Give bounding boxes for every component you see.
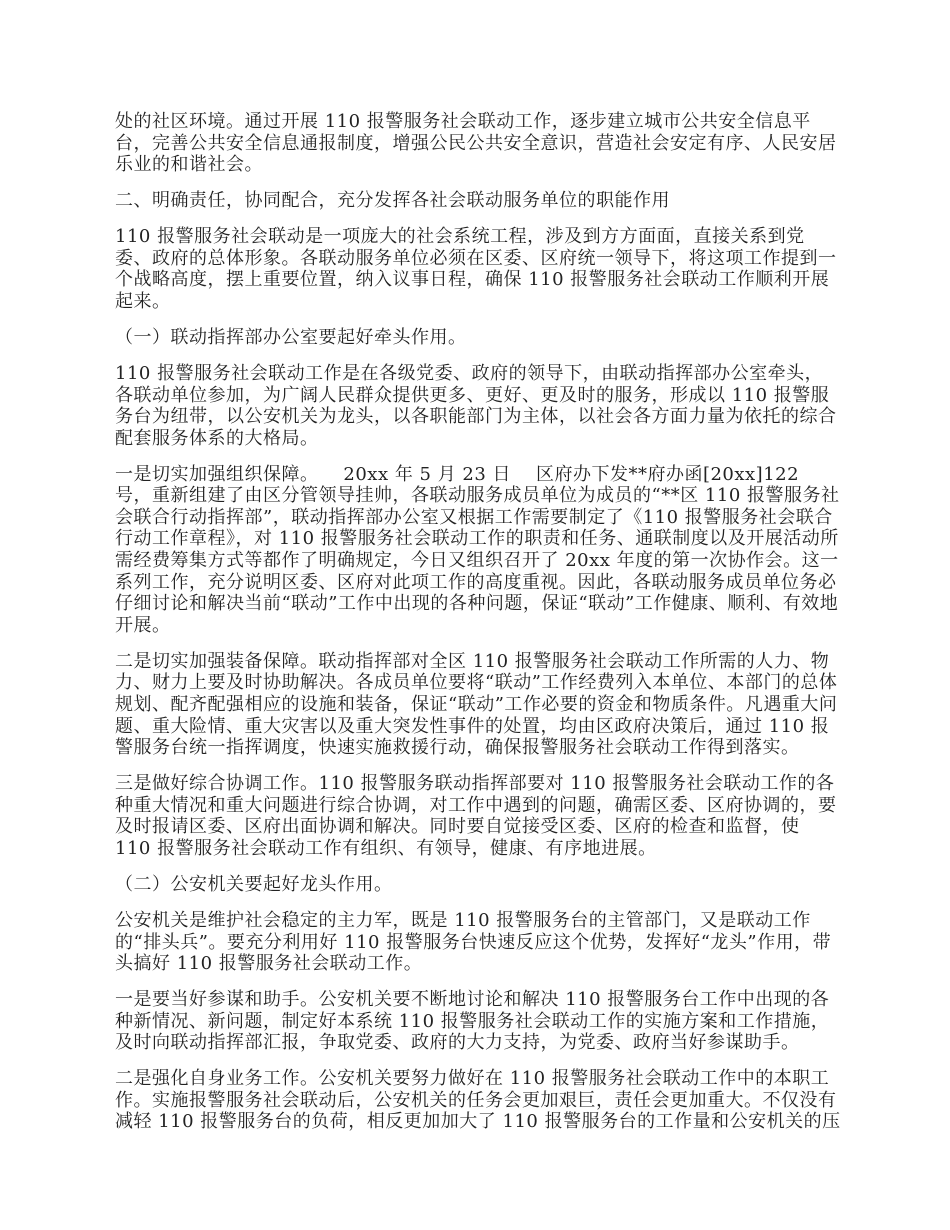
body-paragraph: 110 报警服务社会联动是一项庞大的社会系统工程，涉及到方方面面，直接关系到党委、政府的总体形象。各联动服务单位必须在区委、区府统一领导下，将这项工作提到一个战略高度，摆上重要位置，纳入议事日程，确保 110 报警服务社会联动工作顺利开展起来。	[115, 226, 837, 312]
section-heading: 二、明确责任，协同配合，充分发挥各社会联动服务单位的职能作用	[115, 190, 670, 212]
body-paragraph: 二是强化自身业务工作。公安机关要努力做好在 110 报警服务社会联动工作中的本职工作。实施报警服务社会联动后，公安机关的任务会更加艰巨，责任会更加重大。不仅没有减轻 110 报警服务台的负荷，相反更加加大了 110 报警服务台的工作量和公安机关的压	[115, 1068, 841, 1133]
subsection-heading: （一）联动指挥部办公室要起好牵头作用。	[115, 326, 467, 348]
document-page	[115, 111, 841, 1147]
subsection-heading: （二）公安机关要起好龙头作用。	[115, 873, 393, 895]
body-paragraph: 二是切实加强装备保障。联动指挥部对全区 110 报警服务社会联动工作所需的人力、物力、财力上要及时协助解决。各成员单位要将“联动”工作经费列入本单位、本部门的总体规划、配齐配强相应的设施和装备，保证“联动”工作必要的资金和物质条件。凡遇重大问题、重大险情、重大灾害以及重大突发性事件的处置，均由区政府决策后，通过 110 报警服务台统一指挥调度，快速实施救援行动，确保报警服务社会联动工作得到落实。	[115, 650, 838, 759]
body-paragraph: 一是要当好参谋和助手。公安机关要不断地讨论和解决 110 报警服务台工作中出现的各种新情况、新问题，制定好本系统 110 报警服务社会联动工作的实施方案和工作措施，及时向联动指挥部汇报，争取党委、政府的大力支持，为党委、政府当好参谋助手。	[115, 989, 830, 1054]
body-paragraph: 110 报警服务社会联动工作是在各级党委、政府的领导下，由联动指挥部办公室牵头，各联动单位参加，为广阔人民群众提供更多、更好、更及时的服务，形成以 110 报警服务台为纽带，以公安机关为龙头，以各职能部门为主体，以社会各方面力量为依托的综合配套服务体系的大格局。	[115, 362, 837, 449]
body-paragraph: 公安机关是维护社会稳定的主力军，既是 110 报警服务台的主管部门，又是联动工作的“排头兵”。要充分利用好 110 报警服务台快速反应这个优势，发挥好“龙头”作用，带头搞好 110 报警服务社会联动工作。	[115, 909, 832, 975]
body-paragraph: 一是切实加强组织保障。 20xx 年 5 月 23 日 区府办下发**府办函[20xx]122 号，重新组建了由区分管领导挂帅，各联动服务成员单位为成员的“**区 110 报警服务社会联合行动指挥部”，联动指挥部办公室又根据工作需要制定了《110 报警服务社会联合行动工作章程》，对 110 报警服务社会联动工作的职责和任务、通联制度以及开展活动所需经费筹集方式等都作了明确规定，今日又组织召开了 20xx 年度的第一次协作会。这一系列工作，充分说明区委、区府对此项工作的高度重视。因此，各联动服务成员单位务必仔细讨论和解决当前“联动”工作中出现的各种问题，保证“联动”工作健康、顺利、有效地开展。	[115, 463, 840, 636]
body-paragraph: 三是做好综合协调工作。110 报警服务联动指挥部要对 110 报警服务社会联动工作的各种重大情况和重大问题进行综合协调，对工作中遇到的问题，确需区委、区府协调的，要及时报请区委、区府出面协调和解决。同时要自觉接受区委、区府的检查和监督，使 110 报警服务社会联动工作有组织、有领导，健康、有序地进展。	[115, 773, 837, 859]
body-paragraph: 处的社区环境。通过开展 110 报警服务社会联动工作，逐步建立城市公共安全信息平台，完善公共安全信息通报制度，增强公民公共安全意识，营造社会安定有序、人民安居乐业的和谐社会。	[115, 111, 837, 176]
